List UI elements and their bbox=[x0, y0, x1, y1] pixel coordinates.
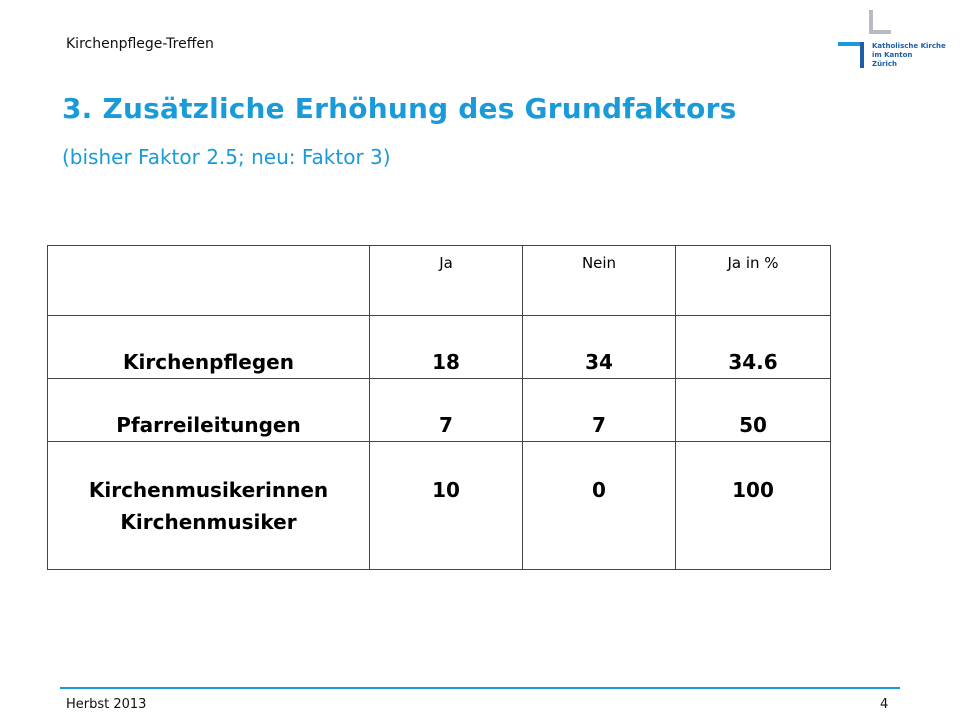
cell-ja-percent: 34.6 bbox=[676, 316, 831, 379]
cell-ja: 10 bbox=[370, 442, 523, 570]
cell-nein: 34 bbox=[523, 316, 676, 379]
column-header-empty bbox=[48, 246, 370, 316]
church-logo bbox=[836, 10, 946, 72]
row-label: Kirchenpflegen bbox=[48, 316, 370, 379]
cell-nein: 7 bbox=[523, 379, 676, 442]
cell-ja-percent: 100 bbox=[676, 442, 831, 570]
column-header-nein: Nein bbox=[523, 246, 676, 316]
table-header-row bbox=[48, 246, 831, 316]
column-header-ja: Ja bbox=[370, 246, 523, 316]
logo-text: Katholische Kirche im Kanton Zürich bbox=[872, 42, 946, 68]
slide-title: 3. Zusätzliche Erhöhung des Grundfaktors bbox=[62, 92, 737, 125]
page-number: 4 bbox=[880, 697, 889, 712]
table-row bbox=[48, 379, 831, 442]
cell-ja-percent: 50 bbox=[676, 379, 831, 442]
presentation-title: Kirchenpflege-Treffen bbox=[66, 36, 214, 52]
table-row bbox=[48, 442, 831, 570]
cell-ja: 7 bbox=[370, 379, 523, 442]
row-label bbox=[48, 442, 370, 570]
row-label-line-2: Kirchenmusiker bbox=[120, 510, 297, 534]
table-row bbox=[48, 316, 831, 379]
slide-subtitle: (bisher Faktor 2.5; neu: Faktor 3) bbox=[62, 145, 391, 169]
footer-divider bbox=[60, 687, 900, 689]
results-table bbox=[47, 245, 831, 570]
footer-date: Herbst 2013 bbox=[66, 697, 147, 712]
row-label-line-1: Kirchenmusikerinnen bbox=[88, 478, 329, 502]
row-label: Pfarreileitungen bbox=[48, 379, 370, 442]
cell-nein: 0 bbox=[523, 442, 676, 570]
cell-ja: 18 bbox=[370, 316, 523, 379]
column-header-ja-percent: Ja in % bbox=[676, 246, 831, 316]
